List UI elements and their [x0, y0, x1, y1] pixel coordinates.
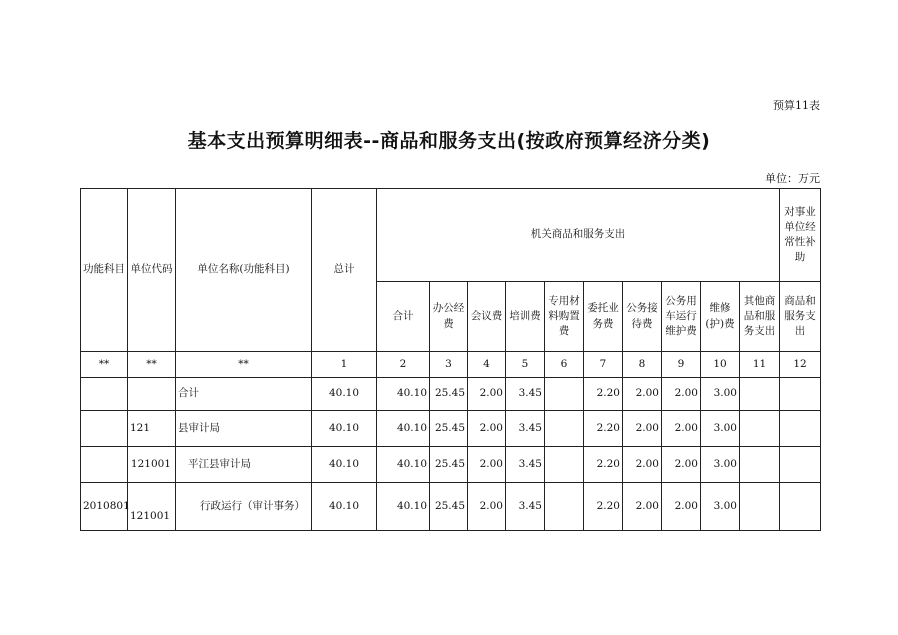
value-cell	[545, 411, 584, 447]
index-cell: 12	[780, 352, 821, 378]
value-cell: 2.00	[468, 378, 506, 411]
value-cell: 40.10	[377, 447, 430, 483]
value-cell	[780, 378, 821, 411]
code-cell: 121001	[128, 483, 176, 531]
name-cell: 合计	[176, 378, 312, 411]
value-cell: 40.10	[312, 447, 377, 483]
value-cell	[740, 378, 780, 411]
value-cell	[780, 483, 821, 531]
name-cell: 平江县审计局	[176, 447, 312, 483]
code-cell: 121001	[128, 447, 176, 483]
index-cell: 8	[623, 352, 662, 378]
value-cell: 2.20	[584, 483, 623, 531]
code-cell	[128, 378, 176, 411]
budget-table	[80, 188, 821, 531]
index-cell: 5	[506, 352, 545, 378]
value-cell: 2.00	[623, 378, 662, 411]
header-unit-name: 单位名称(功能科目)	[176, 189, 312, 352]
header-col-10: 维修(护)费	[701, 282, 740, 352]
value-cell	[740, 447, 780, 483]
unit-label: 单位：万元	[765, 172, 820, 185]
table-row	[81, 378, 821, 411]
value-cell: 25.45	[430, 483, 468, 531]
header-col-3: 办公经费	[430, 282, 468, 352]
code-cell: 121	[128, 411, 176, 447]
value-cell: 2.20	[584, 378, 623, 411]
value-cell: 3.00	[701, 378, 740, 411]
header-col-12: 商品和服务支出	[780, 282, 821, 352]
value-cell: 40.10	[312, 378, 377, 411]
table-row	[81, 483, 821, 531]
index-cell: **	[81, 352, 128, 378]
value-cell: 40.10	[377, 378, 430, 411]
value-cell: 2.00	[468, 411, 506, 447]
header-col-5: 培训费	[506, 282, 545, 352]
index-cell: 4	[468, 352, 506, 378]
header-group-main: 机关商品和服务支出	[377, 189, 780, 282]
table-row	[81, 447, 821, 483]
value-cell: 2.00	[662, 483, 701, 531]
value-cell: 40.10	[312, 483, 377, 531]
value-cell: 3.45	[506, 378, 545, 411]
header-col-6: 专用材料购置费	[545, 282, 584, 352]
index-row	[81, 352, 821, 378]
header-group-subsidy: 对事业单位经常性补助	[780, 189, 821, 282]
header-unit-code: 单位代码	[128, 189, 176, 352]
table-row	[81, 411, 821, 447]
value-cell: 2.00	[623, 411, 662, 447]
header-col-4: 会议费	[468, 282, 506, 352]
value-cell: 3.45	[506, 411, 545, 447]
header-col-8: 公务接待费	[623, 282, 662, 352]
value-cell	[545, 483, 584, 531]
value-cell: 25.45	[430, 411, 468, 447]
index-cell: **	[128, 352, 176, 378]
value-cell: 40.10	[312, 411, 377, 447]
value-cell: 25.45	[430, 378, 468, 411]
index-cell: 11	[740, 352, 780, 378]
value-cell: 2.00	[468, 483, 506, 531]
index-cell: 9	[662, 352, 701, 378]
value-cell: 2.00	[623, 447, 662, 483]
index-cell: 6	[545, 352, 584, 378]
index-cell: 7	[584, 352, 623, 378]
value-cell: 2.00	[662, 378, 701, 411]
value-cell: 25.45	[430, 447, 468, 483]
value-cell	[545, 447, 584, 483]
value-cell: 40.10	[377, 483, 430, 531]
func-cell: 2010801	[81, 483, 128, 531]
index-cell: 10	[701, 352, 740, 378]
page-title: 基本支出预算明细表--商品和服务支出(按政府预算经济分类)	[187, 130, 711, 152]
func-cell	[81, 447, 128, 483]
name-cell: 县审计局	[176, 411, 312, 447]
value-cell: 2.00	[468, 447, 506, 483]
value-cell: 2.00	[662, 411, 701, 447]
value-cell: 3.45	[506, 483, 545, 531]
value-cell	[740, 411, 780, 447]
value-cell: 3.45	[506, 447, 545, 483]
func-cell	[81, 378, 128, 411]
value-cell	[780, 447, 821, 483]
value-cell	[545, 378, 584, 411]
index-cell: 3	[430, 352, 468, 378]
name-cell: 行政运行（审计事务）	[176, 483, 312, 531]
value-cell: 3.00	[701, 411, 740, 447]
value-cell: 3.00	[701, 447, 740, 483]
header-col-9: 公务用车运行维护费	[662, 282, 701, 352]
header-func-subject: 功能科目	[81, 189, 128, 352]
index-cell: **	[176, 352, 312, 378]
header-total: 总计	[312, 189, 377, 352]
func-cell	[81, 411, 128, 447]
header-col-7: 委托业务费	[584, 282, 623, 352]
header-col-2: 合计	[377, 282, 430, 352]
index-cell: 2	[377, 352, 430, 378]
form-number: 预算11表	[773, 99, 820, 112]
value-cell: 40.10	[377, 411, 430, 447]
value-cell	[740, 483, 780, 531]
value-cell: 2.20	[584, 447, 623, 483]
header-col-11: 其他商品和服务支出	[740, 282, 780, 352]
value-cell	[780, 411, 821, 447]
value-cell: 3.00	[701, 483, 740, 531]
value-cell: 2.00	[662, 447, 701, 483]
value-cell: 2.00	[623, 483, 662, 531]
index-cell: 1	[312, 352, 377, 378]
value-cell: 2.20	[584, 411, 623, 447]
